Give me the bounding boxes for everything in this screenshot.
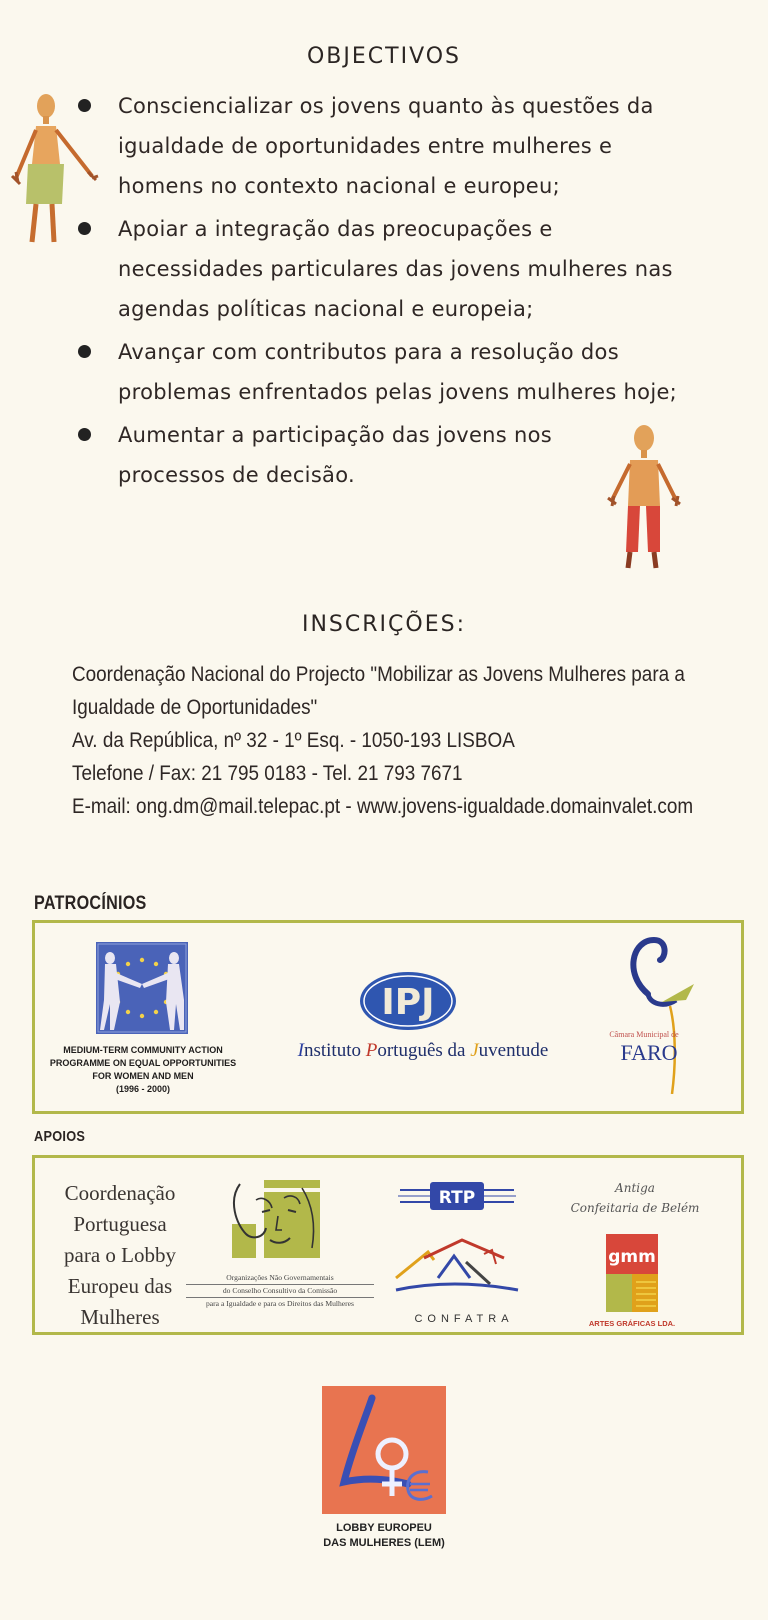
gmm-artes-graficas-logo xyxy=(606,1234,658,1312)
caption-line: MEDIUM-TERM COMMUNITY ACTION xyxy=(63,1045,223,1055)
eu-programme-logo xyxy=(96,942,188,1034)
faro-logo xyxy=(614,934,704,1094)
ipj-logo-text: IPJ xyxy=(381,982,435,1023)
objective-item xyxy=(78,415,698,495)
apoios-label: APOIOS xyxy=(34,1128,86,1145)
caption-line: do Conselho Consultivo da Comissão xyxy=(186,1284,374,1297)
contact-address: Av. da República, nº 32 - 1º Esq. - 1050-193 LISBOA xyxy=(72,729,515,752)
lem-logo xyxy=(322,1386,446,1514)
ong-logo xyxy=(232,1178,324,1264)
lobby-coordination-text xyxy=(40,1178,200,1333)
inscricoes-contact xyxy=(72,658,752,823)
faro-title: FARO xyxy=(620,1040,678,1065)
ipj-initial-j: J xyxy=(470,1040,479,1061)
bullet-icon xyxy=(78,222,91,235)
objective-text: Avançar com contributos para a resolução dos problemas enfrentados pelas jovens mulheres hoje; xyxy=(118,340,678,404)
caption-line: Organizações Não Governamentais xyxy=(226,1273,334,1282)
ipj-word: nstituto xyxy=(303,1040,366,1061)
objective-text: Apoiar a integração das preocupações e necessidades particulares das jovens mulheres nas agendas políticas nacional e europeia; xyxy=(118,217,673,321)
objectives-title: OBJECTIVOS xyxy=(306,44,462,69)
confeitaria-belem-text xyxy=(555,1178,715,1218)
ipj-word: uventude xyxy=(478,1040,549,1061)
caption-line: FOR WOMEN AND MEN xyxy=(92,1071,194,1081)
bullet-icon xyxy=(78,345,91,358)
lobby-line: Portuguesa xyxy=(73,1212,167,1236)
ipj-logo xyxy=(358,970,458,1032)
ipj-name xyxy=(262,1040,584,1062)
ong-caption xyxy=(186,1272,374,1310)
caption-line: DAS MULHERES (LEM) xyxy=(323,1537,445,1549)
bullet-icon xyxy=(78,99,91,112)
bullet-icon xyxy=(78,428,91,441)
objective-item xyxy=(78,332,698,412)
contact-line: Igualdade de Oportunidades" xyxy=(72,696,318,719)
lobby-line: Coordenação xyxy=(64,1181,176,1205)
confatra-text: CONFATRA xyxy=(414,1313,514,1325)
ipj-initial-i: I xyxy=(297,1040,304,1061)
ipj-word: ortuguês da xyxy=(377,1040,471,1061)
faro-small-text: Câmara Municipal de xyxy=(609,1030,679,1039)
rtp-logo xyxy=(396,1176,518,1216)
caption-line: LOBBY EUROPEU xyxy=(336,1522,432,1534)
eu-programme-caption xyxy=(48,1044,238,1096)
rtp-logo-text: RTP xyxy=(438,1188,476,1208)
caption-line: PROGRAMME ON EQUAL OPPORTUNITIES xyxy=(49,1058,237,1068)
objectives-list xyxy=(78,86,698,495)
ipj-initial-p: P xyxy=(365,1040,378,1061)
patrocinios-label: PATROCÍNIOS xyxy=(34,893,147,914)
contact-email-web[interactable]: E-mail: ong.dm@mail.telepac.pt - www.jovens-igualdade.domainvalet.com xyxy=(72,795,694,818)
gmm-logo-text: gmm xyxy=(608,1247,656,1267)
confeitaria-line: Confeitaria de Belém xyxy=(570,1201,700,1215)
lobby-line: Mulheres xyxy=(80,1305,160,1329)
objective-item xyxy=(78,86,698,206)
objective-text: Consciencializar os jovens quanto às questões da igualdade de oportunidades entre mulheres e homens no contexto nacional e europeu; xyxy=(118,94,654,198)
contact-line: Coordenação Nacional do Projecto "Mobilizar as Jovens Mulheres para a xyxy=(72,663,685,686)
artes-graficas-text: ARTES GRÁFICAS LDA. xyxy=(588,1319,676,1328)
inscricoes-title: INSCRIÇÕES: xyxy=(301,612,466,637)
caption-line: para a Igualdade e para os Direitos das Mulheres xyxy=(186,1297,374,1310)
lem-caption xyxy=(280,1521,488,1551)
caption-line: (1996 - 2000) xyxy=(115,1084,171,1094)
contact-phone: Telefone / Fax: 21 795 0183 - Tel. 21 793 7671 xyxy=(72,762,463,785)
confeitaria-line: Antiga xyxy=(615,1181,655,1195)
objective-item xyxy=(78,209,698,329)
lobby-line: para o Lobby xyxy=(64,1243,176,1267)
objective-text: Aumentar a participação das jovens nos processos de decisão. xyxy=(118,423,553,487)
lobby-line: Europeu das xyxy=(67,1274,173,1298)
confatra-logo xyxy=(394,1238,524,1300)
